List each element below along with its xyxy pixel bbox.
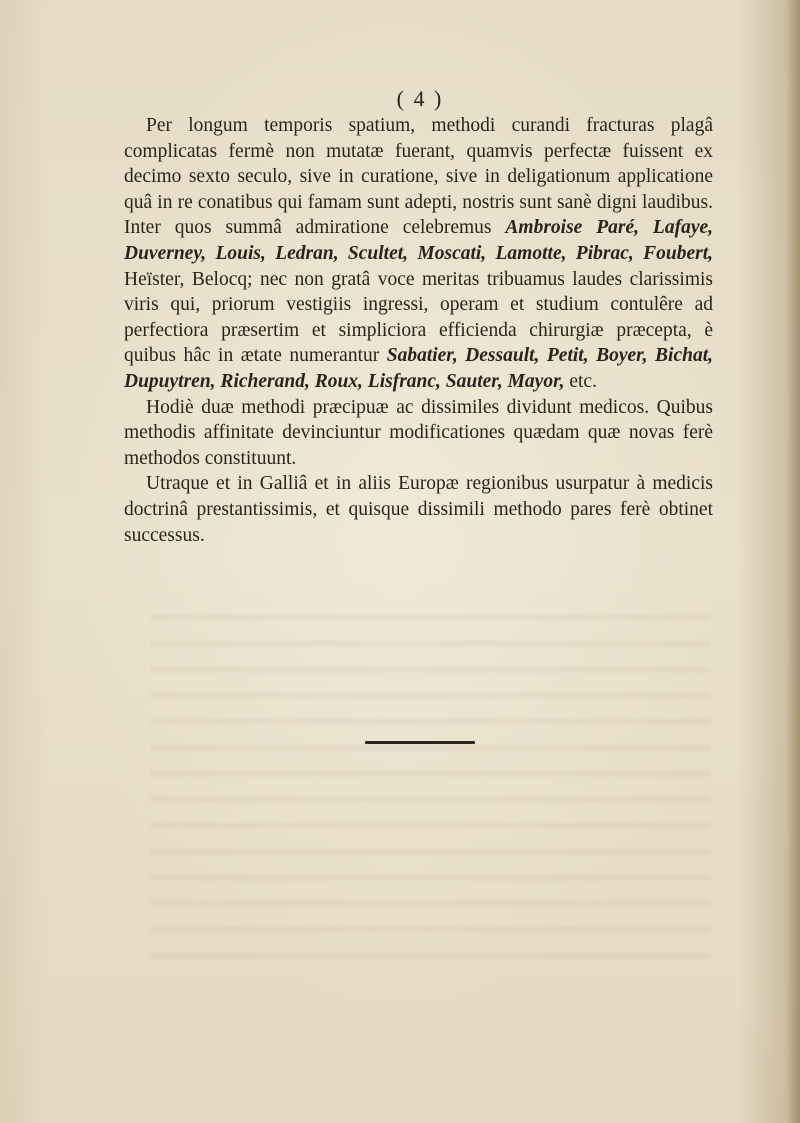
paragraph-1-text-c: etc.	[564, 370, 597, 392]
paragraph-3: Utraque et in Galliâ et in aliis Europæ regionibus usurpatur à medicis doctrinâ prestantissimis, et quisque dissimili methodo pares ferè obtinet successus.	[124, 473, 713, 546]
section-divider-rule	[365, 741, 475, 744]
paragraph-1-text-b: Heïster, Belocq; nec non gratâ voce meritas tribuamus laudes clarissimis viris qui, priorum vestigiis ingressi, operam et studium contulêre ad perfectiora præsertim et simpliciora efficienda chirurgiæ præcepta, è quibus hâc in ætate numerantur	[124, 268, 713, 367]
bleed-through-texture	[150, 600, 710, 960]
paragraph-1-text-a: Per longum temporis spatium, methodi curandi fracturas plagâ complicatas fermè non mutatæ fuerant, quamvis perfectæ fuissent ex decimo sexto seculo, sive in curatione, sive in deligationum applicatione quâ in re conatibus qui famam sunt adepti, nostris sunt sanè digni laudibus. Inter quos summâ admiratione celebremus	[124, 115, 713, 239]
page-number: ( 4 )	[396, 86, 444, 111]
surgeon-names-2: Sabatier, Dessault, Petit, Boyer, Bichat, Dupuytren, Richerand, Roux, Lisfranc, Sauter, Mayor,	[124, 345, 713, 392]
page-edge-shadow	[786, 0, 800, 1123]
paragraph-2: Hodiè duæ methodi præcipuæ ac dissimiles dividunt medicos. Quibus methodis affinitate devinciuntur modificationes quædam quæ novas ferè methodos constituunt.	[124, 396, 713, 469]
body-text	[124, 113, 713, 548]
paragraph-1	[124, 113, 713, 395]
surgeon-names-1: Ambroise Paré, Lafaye, Duverney, Louis, Ledran, Scultet, Moscati, Lamotte, Pibrac, Foubert,	[124, 217, 713, 264]
